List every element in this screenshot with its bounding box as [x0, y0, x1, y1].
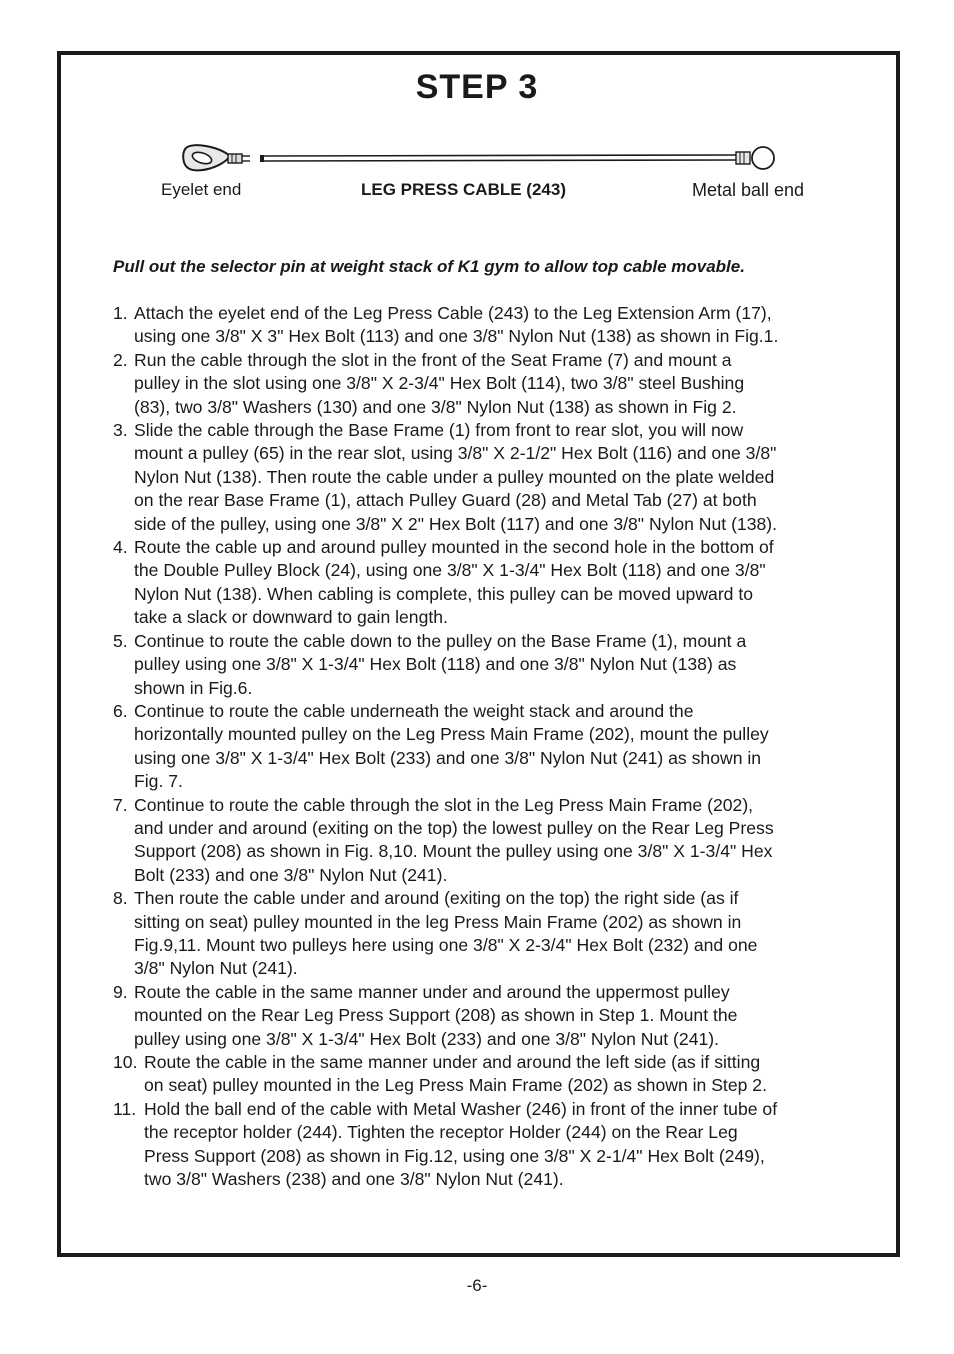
step-number: 4.: [113, 537, 128, 558]
page-number: -6-: [466, 1276, 488, 1295]
cable-name-label: LEG PRESS CABLE (243): [361, 180, 566, 199]
step-text: Route the cable in the same manner under and around the uppermost pulley mounted on the Rear Leg Press Support (208) as shown in Step 1. Mount the pulley using one 3/8" X 1-3/4" Hex Bolt (233) and one 3/8" Nylon Nut (241).: [134, 981, 738, 1049]
step-text: Route the cable up and around pulley mounted in the second hole in the bottom of the Double Pulley Block (24), using one 3/8" X 1-3/4" Hex Bolt (118) and one 3/8" Nylon Nut (138). When cabling is complete, this pulley can be moved upward to take a slack or downward to gain length.: [134, 537, 774, 628]
step-item: [113, 630, 873, 700]
step-item: [113, 700, 873, 794]
step-number: 3.: [113, 420, 128, 441]
step-item: [113, 887, 873, 981]
cable-icon: [182, 142, 782, 176]
step-number: 10.: [113, 1052, 138, 1072]
step-item: [113, 536, 873, 630]
step-item: [113, 419, 873, 536]
instruction-note: Pull out the selector pin at weight stack of K1 gym to allow top cable movable.: [113, 257, 745, 276]
step-text: Route the cable in the same manner under and around the left side (as if sitting on seat) pulley mounted in the Leg Press Main Frame (202) as shown in Step 2.: [144, 1052, 767, 1096]
step-number: 8.: [113, 888, 128, 909]
step-item: [113, 1051, 873, 1098]
step-number: 2.: [113, 349, 128, 370]
step-item: [113, 349, 873, 419]
step-text: Hold the ball end of the cable with Metal Washer (246) in front of the inner tube of the receptor holder (244). Tighten the receptor Holder (244) on the Rear Leg Press Support (208) as shown in Fig.12, using one 3/8" X 2-1/4" Hex Bolt (249), two 3/8" Washers (238) and one 3/8" Nylon Nut (241).: [144, 1098, 778, 1190]
ball-end-label: Metal ball end: [692, 180, 805, 200]
step-item: [113, 981, 873, 1051]
page-title: STEP 3: [415, 68, 539, 106]
step-item: [113, 1098, 873, 1192]
eyelet-end-label: Eyelet end: [161, 180, 242, 199]
step-item: [113, 302, 873, 349]
step-text: Run the cable through the slot in the front of the Seat Frame (7) and mount a pulley in the slot using one 3/8" X 2-3/4" Hex Bolt (114), two 3/8" steel Bushing (83), two 3/8" Washers (130) and one 3/8" Nylon Nut (138) as shown in Fig 2.: [134, 349, 745, 417]
step-text: Then route the cable under and around (exiting on the top) the right side (as if sitting on seat) pulley mounted in the leg Press Main Frame (202) as shown in Fig.9,11. Mount two pulleys here using one 3/8" X 2-3/4" Hex Bolt (232) and one 3/8" Nylon Nut (241).: [134, 888, 758, 979]
step-number: 6.: [113, 700, 128, 721]
step-text: Attach the eyelet end of the Leg Press Cable (243) to the Leg Extension Arm (17), using one 3/8" X 3" Hex Bolt (113) and one 3/8" Nylon Nut (138) as shown in Fig.1.: [134, 303, 779, 347]
step-text: Slide the cable through the Base Frame (1) from front to rear slot, you will now mount a pulley (65) in the rear slot, using 3/8" X 2-1/2" Hex Bolt (116) and one 3/8" Nylon Nut (138). Then route the cable under a pulley mounted on the plate welded on the rear Base Frame (1), attach Pulley Guard (28) and Metal Tab (27) at both side of the pulley, using one 3/8" X 2" Hex Bolt (117) and one 3/8" Nylon Nut (138).: [134, 420, 778, 534]
step-text: Continue to route the cable underneath the weight stack and around the horizontally mounted pulley on the Leg Press Main Frame (202), mount the pulley using one 3/8" X 1-3/4" Hex Bolt (233) and one 3/8" Nylon Nut (241) as shown in Fig. 7.: [134, 700, 769, 792]
step-list: [113, 302, 873, 1191]
step-number: 11.: [113, 1098, 137, 1119]
step-text: Continue to route the cable through the slot in the Leg Press Main Frame (202), and under and around (exiting on the top) the lowest pulley on the Rear Leg Press Support (208) as shown in Fig. 8,10. Mount the pulley using one 3/8" X 1-3/4" Hex Bolt (233) and one 3/8" Nylon Nut (241).: [134, 794, 774, 885]
step-number: 1.: [113, 303, 128, 323]
step-number: 9.: [113, 981, 128, 1002]
step-item: [113, 794, 873, 888]
step-number: 7.: [113, 794, 128, 815]
step-number: 5.: [113, 630, 128, 651]
step-text: Continue to route the cable down to the pulley on the Base Frame (1), mount a pulley using one 3/8" X 1-3/4" Hex Bolt (118) and one 3/8" Nylon Nut (138) as shown in Fig.6.: [134, 630, 747, 698]
